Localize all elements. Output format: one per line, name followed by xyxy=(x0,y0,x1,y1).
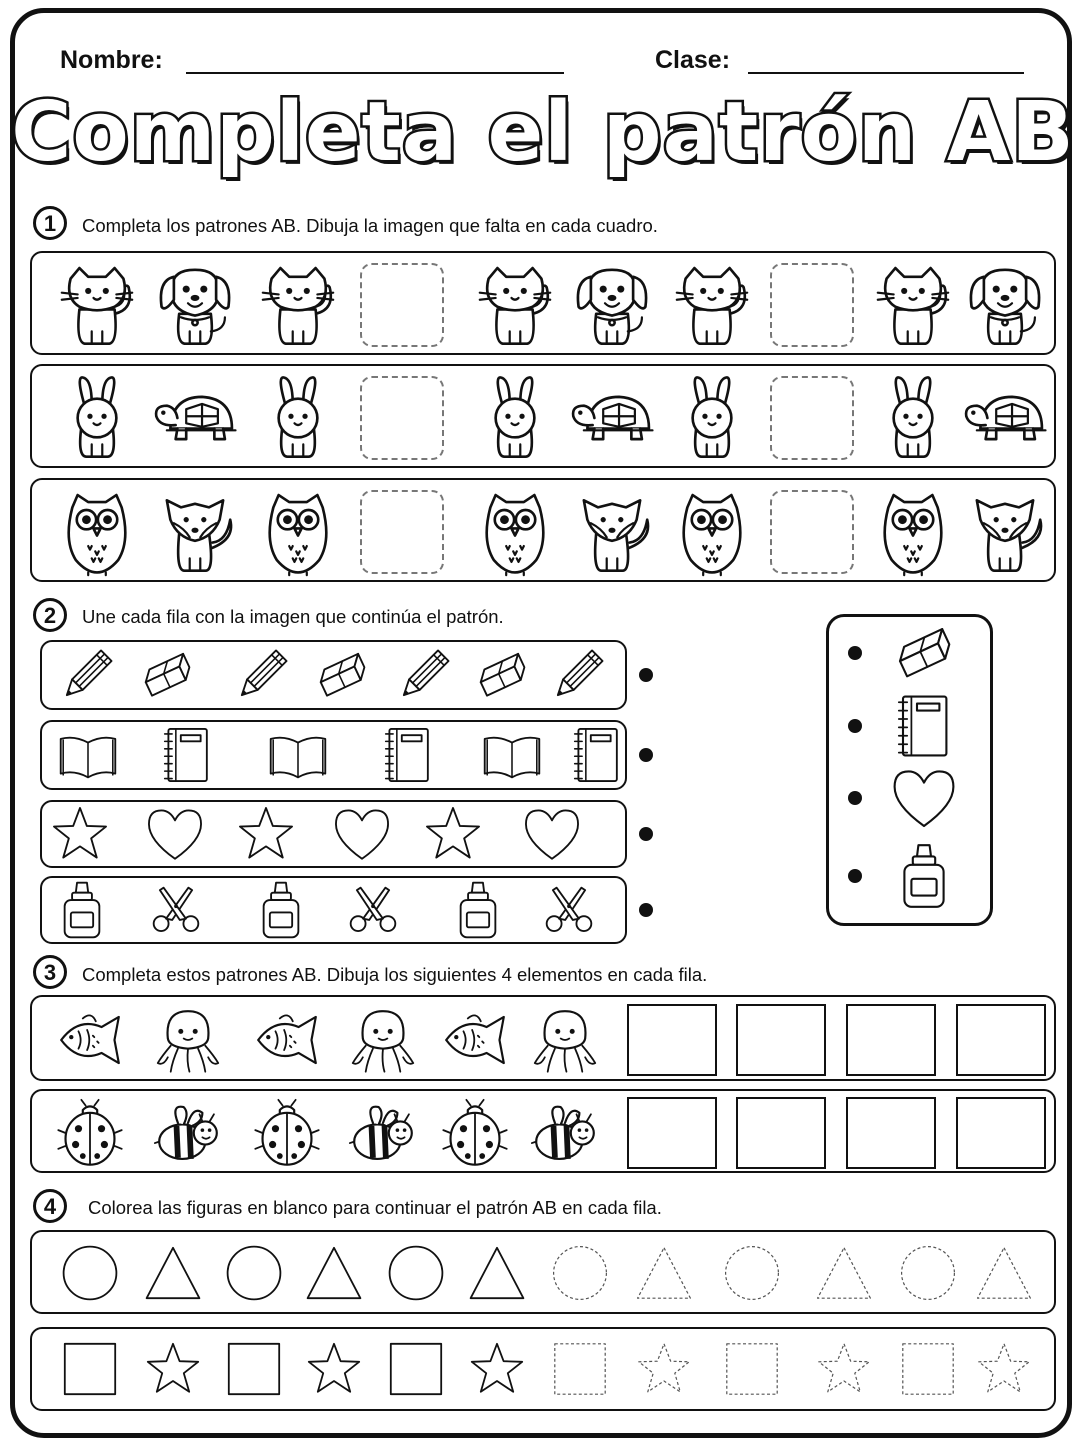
dashed-square-icon[interactable] xyxy=(550,1339,610,1399)
open-book-icon xyxy=(481,724,543,786)
drawing-box[interactable] xyxy=(627,1004,717,1076)
name-field[interactable] xyxy=(186,72,564,74)
owl-icon xyxy=(869,488,957,576)
name-label: Nombre: xyxy=(60,46,163,74)
eraser-icon xyxy=(311,644,373,706)
fox-icon xyxy=(568,488,656,576)
missing-picture-box[interactable] xyxy=(770,263,854,347)
owl-icon xyxy=(668,488,756,576)
drawing-box[interactable] xyxy=(846,1004,936,1076)
drawing-box[interactable] xyxy=(736,1097,826,1169)
turtle-icon xyxy=(961,374,1049,462)
glue-icon xyxy=(250,879,312,941)
notebook-icon xyxy=(156,724,218,786)
octopus-icon xyxy=(152,1004,224,1076)
star-icon xyxy=(49,803,111,865)
answer-eraser-icon xyxy=(889,618,959,688)
star-icon xyxy=(235,803,297,865)
ladybug-icon xyxy=(439,1097,511,1169)
section-2-instruction: Une cada fila con la imagen que continúa el patrón. xyxy=(82,606,504,627)
dashed-star-icon[interactable] xyxy=(814,1339,874,1399)
triangle-icon xyxy=(143,1243,203,1303)
bunny-icon xyxy=(668,374,756,462)
octopus-icon xyxy=(529,1004,601,1076)
missing-picture-box[interactable] xyxy=(770,490,854,574)
answer-notebook-icon xyxy=(889,691,959,761)
cat-icon xyxy=(869,261,957,349)
missing-picture-box[interactable] xyxy=(360,263,444,347)
missing-picture-box[interactable] xyxy=(360,490,444,574)
notebook-icon xyxy=(566,724,628,786)
answer-dot[interactable] xyxy=(848,791,862,805)
circle-icon xyxy=(224,1243,284,1303)
circle-icon xyxy=(386,1243,446,1303)
class-label: Clase: xyxy=(655,46,731,74)
drawing-box[interactable] xyxy=(627,1097,717,1169)
triangle-icon xyxy=(304,1243,364,1303)
section-1-instruction: Completa los patrones AB. Dibuja la imagen que falta en cada cuadro. xyxy=(82,215,658,236)
eraser-icon xyxy=(471,644,533,706)
fox-icon xyxy=(151,488,239,576)
turtle-icon xyxy=(568,374,656,462)
page-title: Completa el patrón AB xyxy=(11,85,1075,180)
match-dot[interactable] xyxy=(639,668,653,682)
owl-icon xyxy=(53,488,141,576)
scissors-icon xyxy=(145,879,207,941)
fox-icon xyxy=(961,488,1049,576)
class-field[interactable] xyxy=(748,72,1024,74)
heart-icon xyxy=(331,803,393,865)
answer-heart-icon xyxy=(889,763,959,833)
heart-icon xyxy=(521,803,583,865)
fish-icon xyxy=(439,1004,511,1076)
dog-icon xyxy=(961,261,1049,349)
drawing-box[interactable] xyxy=(956,1004,1046,1076)
dashed-square-icon[interactable] xyxy=(898,1339,958,1399)
pencil-icon xyxy=(393,644,455,706)
turtle-icon xyxy=(151,374,239,462)
match-dot[interactable] xyxy=(639,827,653,841)
star-icon xyxy=(304,1339,364,1399)
scissors-icon xyxy=(342,879,404,941)
star-icon xyxy=(467,1339,527,1399)
notebook-icon xyxy=(377,724,439,786)
match-dot[interactable] xyxy=(639,903,653,917)
bee-icon xyxy=(347,1097,419,1169)
dashed-circle-icon[interactable] xyxy=(722,1243,782,1303)
match-dot[interactable] xyxy=(639,748,653,762)
dashed-square-icon[interactable] xyxy=(722,1339,782,1399)
drawing-box[interactable] xyxy=(736,1004,826,1076)
dashed-circle-icon[interactable] xyxy=(898,1243,958,1303)
dashed-triangle-icon[interactable] xyxy=(814,1243,874,1303)
open-book-icon xyxy=(57,724,119,786)
bunny-icon xyxy=(254,374,342,462)
dog-icon xyxy=(151,261,239,349)
bee-icon xyxy=(529,1097,601,1169)
dashed-triangle-icon[interactable] xyxy=(974,1243,1034,1303)
circle-icon xyxy=(60,1243,120,1303)
bunny-icon xyxy=(471,374,559,462)
dashed-circle-icon[interactable] xyxy=(550,1243,610,1303)
answer-dot[interactable] xyxy=(848,869,862,883)
scissors-icon xyxy=(538,879,600,941)
section-4-number: 4 xyxy=(33,1189,67,1223)
section-4-instruction: Colorea las figuras en blanco para continuar el patrón AB en cada fila. xyxy=(88,1197,662,1218)
answer-dot[interactable] xyxy=(848,719,862,733)
bee-icon xyxy=(152,1097,224,1169)
glue-icon xyxy=(447,879,509,941)
cat-icon xyxy=(668,261,756,349)
section-2-number: 2 xyxy=(33,598,67,632)
star-icon xyxy=(422,803,484,865)
eraser-icon xyxy=(136,644,198,706)
bunny-icon xyxy=(869,374,957,462)
open-book-icon xyxy=(267,724,329,786)
drawing-box[interactable] xyxy=(956,1097,1046,1169)
fish-icon xyxy=(251,1004,323,1076)
bunny-icon xyxy=(53,374,141,462)
cat-icon xyxy=(53,261,141,349)
octopus-icon xyxy=(347,1004,419,1076)
section-3-instruction: Completa estos patrones AB. Dibuja los siguientes 4 elementos en cada fila. xyxy=(82,964,708,985)
heart-icon xyxy=(144,803,206,865)
star-icon xyxy=(143,1339,203,1399)
answer-glue-icon xyxy=(889,841,959,911)
cat-icon xyxy=(471,261,559,349)
dashed-star-icon[interactable] xyxy=(634,1339,694,1399)
pencil-icon xyxy=(231,644,293,706)
dashed-star-icon[interactable] xyxy=(974,1339,1034,1399)
pencil-icon xyxy=(547,644,609,706)
missing-picture-box[interactable] xyxy=(360,376,444,460)
drawing-box[interactable] xyxy=(846,1097,936,1169)
cat-icon xyxy=(254,261,342,349)
section-3-number: 3 xyxy=(33,955,67,989)
dog-icon xyxy=(568,261,656,349)
ladybug-icon xyxy=(251,1097,323,1169)
dashed-triangle-icon[interactable] xyxy=(634,1243,694,1303)
owl-icon xyxy=(471,488,559,576)
square-icon xyxy=(386,1339,446,1399)
fish-icon xyxy=(54,1004,126,1076)
answer-dot[interactable] xyxy=(848,646,862,660)
triangle-icon xyxy=(467,1243,527,1303)
square-icon xyxy=(224,1339,284,1399)
missing-picture-box[interactable] xyxy=(770,376,854,460)
owl-icon xyxy=(254,488,342,576)
square-icon xyxy=(60,1339,120,1399)
glue-icon xyxy=(51,879,113,941)
section-1-number: 1 xyxy=(33,206,67,240)
pencil-icon xyxy=(56,644,118,706)
ladybug-icon xyxy=(54,1097,126,1169)
